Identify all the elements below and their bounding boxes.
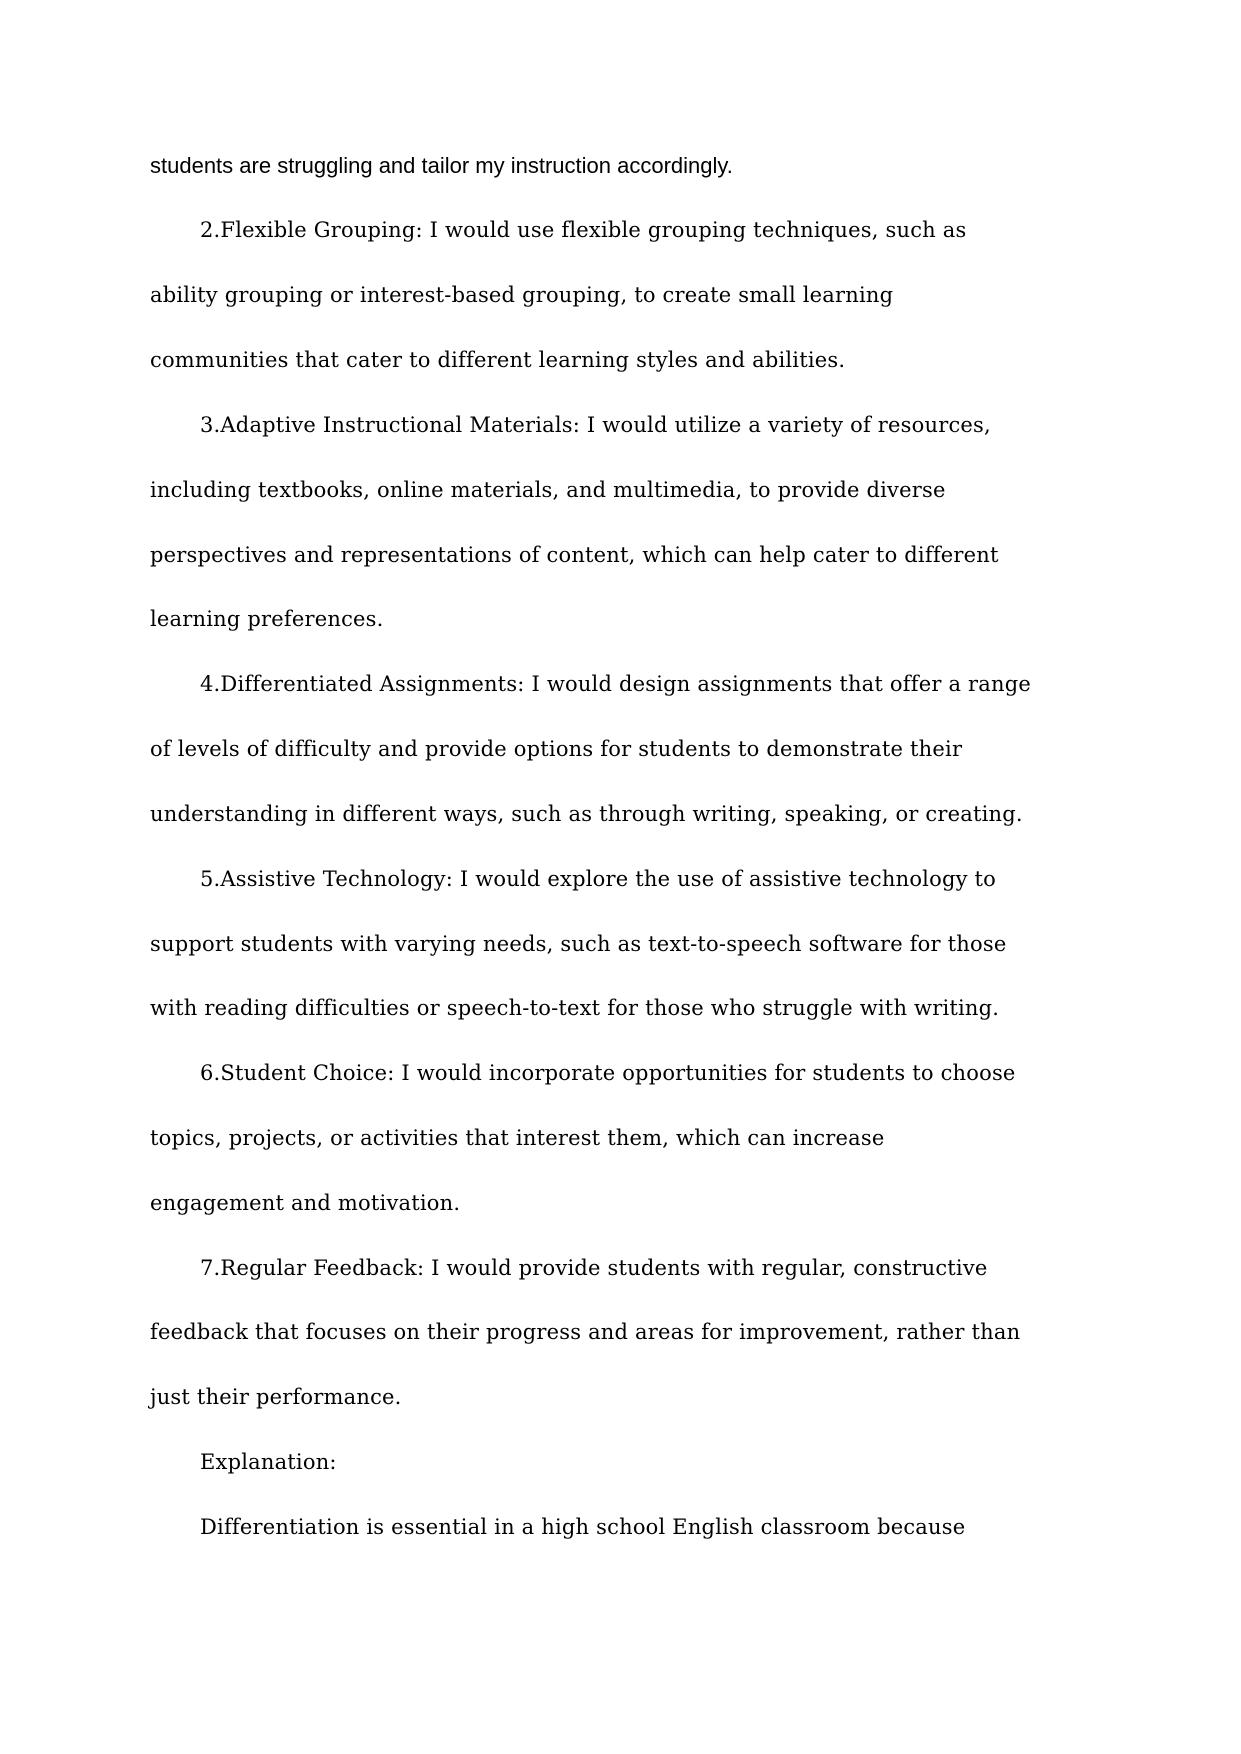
list-item-differentiated-assignments: 4.Differentiated Assignments: I would design assignments that offer a range bbox=[200, 672, 1031, 696]
text-line: topics, projects, or activities that interest them, which can increase bbox=[150, 1126, 885, 1150]
text-line: just their performance. bbox=[150, 1385, 402, 1409]
text-line: ability grouping or interest-based grouping, to create small learning bbox=[150, 283, 894, 307]
text-line: students are struggling and tailor my instruction accordingly. bbox=[150, 153, 733, 178]
text-line: of levels of difficulty and provide options for students to demonstrate their bbox=[150, 737, 963, 761]
text-line: learning preferences. bbox=[150, 607, 384, 631]
text-line: understanding in different ways, such as through writing, speaking, or creating. bbox=[150, 802, 1023, 826]
text-line: engagement and motivation. bbox=[150, 1191, 461, 1215]
text-line: perspectives and representations of content, which can help cater to different bbox=[150, 543, 999, 567]
list-item-assistive-technology: 5.Assistive Technology: I would explore the use of assistive technology to bbox=[200, 867, 997, 891]
text-line: with reading difficulties or speech-to-text for those who struggle with writing. bbox=[150, 996, 1000, 1020]
text-line: communities that cater to different learning styles and abilities. bbox=[150, 348, 846, 372]
text-line: including textbooks, online materials, and multimedia, to provide diverse bbox=[150, 478, 946, 502]
text-line: feedback that focuses on their progress and areas for improvement, rather than bbox=[150, 1320, 1021, 1344]
text-line: Differentiation is essential in a high school English classroom because bbox=[200, 1515, 966, 1539]
section-heading-explanation: Explanation: bbox=[200, 1450, 337, 1474]
list-item-flexible-grouping: 2.Flexible Grouping: I would use flexible grouping techniques, such as bbox=[200, 218, 967, 242]
list-item-regular-feedback: 7.Regular Feedback: I would provide students with regular, constructive bbox=[200, 1256, 988, 1280]
list-item-adaptive-materials: 3.Adaptive Instructional Materials: I would utilize a variety of resources, bbox=[200, 413, 991, 437]
text-line: support students with varying needs, such as text-to-speech software for those bbox=[150, 932, 1007, 956]
list-item-student-choice: 6.Student Choice: I would incorporate opportunities for students to choose bbox=[200, 1061, 1016, 1085]
